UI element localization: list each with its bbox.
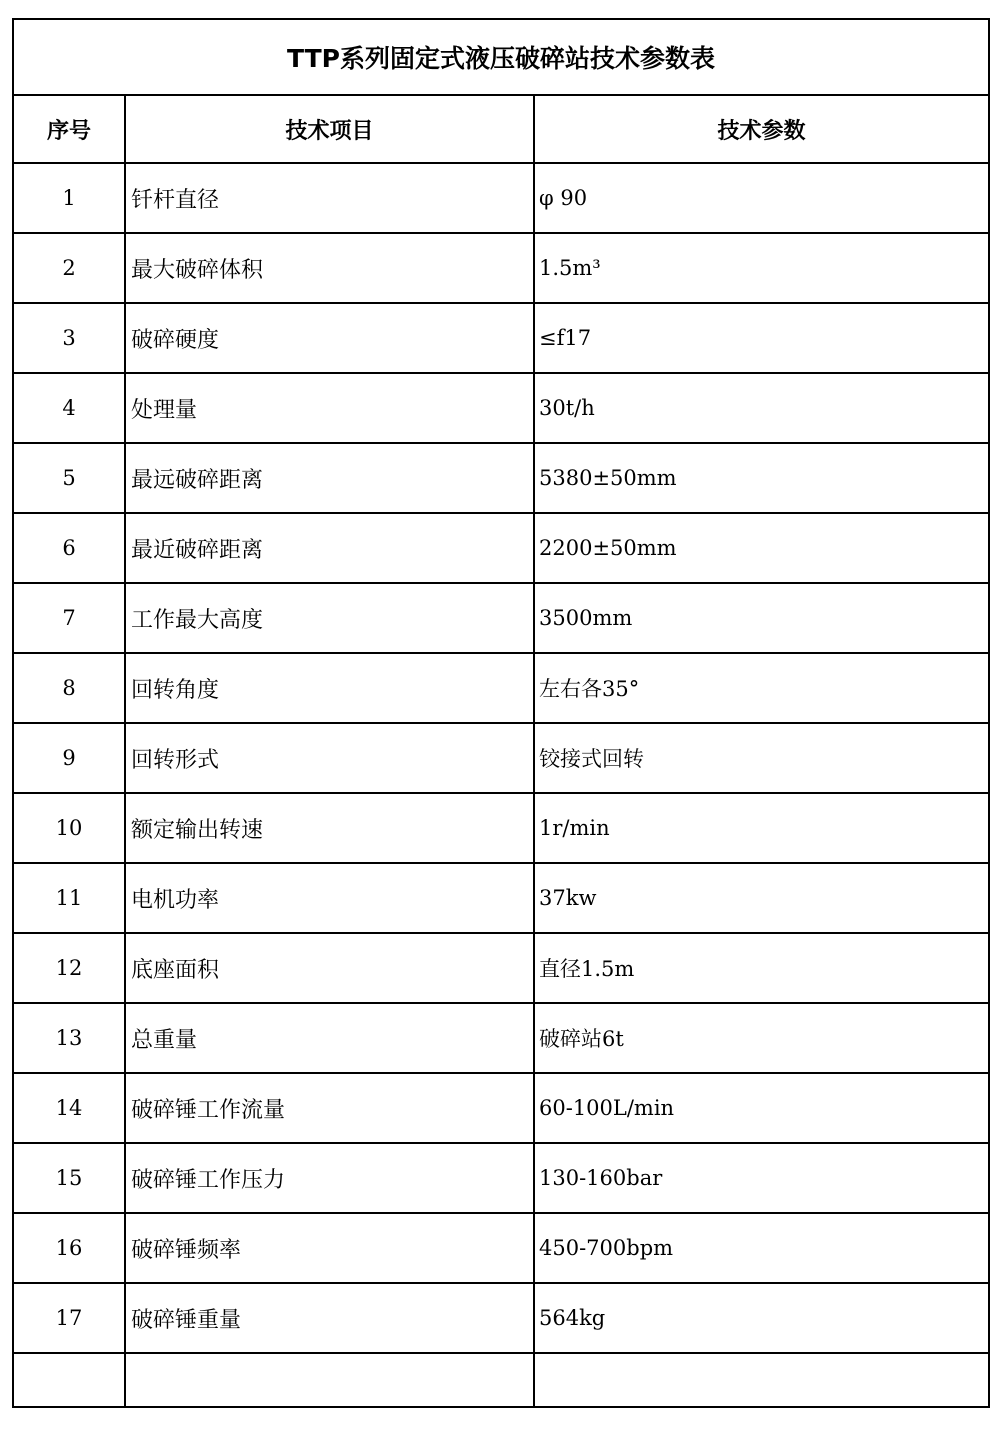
row-number-cell: 1 bbox=[13, 163, 125, 233]
row-item-cell: 回转形式 bbox=[125, 723, 534, 793]
row-item-cell: 破碎锤工作压力 bbox=[125, 1143, 534, 1213]
row-number-cell: 11 bbox=[13, 863, 125, 933]
row-number-cell: 17 bbox=[13, 1283, 125, 1353]
row-number-cell: 14 bbox=[13, 1073, 125, 1143]
row-number-cell: 7 bbox=[13, 583, 125, 653]
header-value: 技术参数 bbox=[534, 95, 989, 163]
table-title: TTP系列固定式液压破碎站技术参数表 bbox=[13, 19, 989, 95]
row-number-cell: 4 bbox=[13, 373, 125, 443]
table-row bbox=[13, 303, 989, 373]
row-value-cell: 60-100L/min bbox=[534, 1073, 989, 1143]
table-row bbox=[13, 793, 989, 863]
row-value-cell: 30t/h bbox=[534, 373, 989, 443]
row-value-cell: 1r/min bbox=[534, 793, 989, 863]
empty-cell bbox=[125, 1353, 534, 1407]
row-value-cell: 直径1.5m bbox=[534, 933, 989, 1003]
row-number-cell: 15 bbox=[13, 1143, 125, 1213]
empty-row bbox=[13, 1353, 989, 1407]
row-value-cell: 铰接式回转 bbox=[534, 723, 989, 793]
row-number-cell: 2 bbox=[13, 233, 125, 303]
row-number-cell: 12 bbox=[13, 933, 125, 1003]
row-item-cell: 最近破碎距离 bbox=[125, 513, 534, 583]
row-item-cell: 最远破碎距离 bbox=[125, 443, 534, 513]
row-item-cell: 最大破碎体积 bbox=[125, 233, 534, 303]
row-item-cell: 破碎锤工作流量 bbox=[125, 1073, 534, 1143]
table-row bbox=[13, 163, 989, 233]
row-value-cell: 破碎站6t bbox=[534, 1003, 989, 1073]
row-item-cell: 破碎硬度 bbox=[125, 303, 534, 373]
row-number-cell: 8 bbox=[13, 653, 125, 723]
row-value-cell: ≤f17 bbox=[534, 303, 989, 373]
row-item-cell: 处理量 bbox=[125, 373, 534, 443]
header-row bbox=[13, 95, 989, 163]
row-number-cell: 13 bbox=[13, 1003, 125, 1073]
row-item-cell: 破碎锤频率 bbox=[125, 1213, 534, 1283]
table-row bbox=[13, 443, 989, 513]
row-number-cell: 3 bbox=[13, 303, 125, 373]
title-row bbox=[13, 19, 989, 95]
table-row bbox=[13, 1213, 989, 1283]
empty-cell bbox=[534, 1353, 989, 1407]
row-value-cell: 1.5m³ bbox=[534, 233, 989, 303]
table-row bbox=[13, 1143, 989, 1213]
row-value-cell: 564kg bbox=[534, 1283, 989, 1353]
table-row bbox=[13, 1003, 989, 1073]
row-item-cell: 额定输出转速 bbox=[125, 793, 534, 863]
row-value-cell: 5380±50mm bbox=[534, 443, 989, 513]
row-value-cell: 2200±50mm bbox=[534, 513, 989, 583]
row-item-cell: 工作最大高度 bbox=[125, 583, 534, 653]
header-no: 序号 bbox=[13, 95, 125, 163]
table-row bbox=[13, 863, 989, 933]
header-item: 技术项目 bbox=[125, 95, 534, 163]
row-item-cell: 破碎锤重量 bbox=[125, 1283, 534, 1353]
empty-cell bbox=[13, 1353, 125, 1407]
table-row bbox=[13, 583, 989, 653]
row-number-cell: 9 bbox=[13, 723, 125, 793]
row-number-cell: 10 bbox=[13, 793, 125, 863]
row-value-cell: 130-160bar bbox=[534, 1143, 989, 1213]
row-number-cell: 5 bbox=[13, 443, 125, 513]
row-value-cell: 左右各35° bbox=[534, 653, 989, 723]
table-row bbox=[13, 933, 989, 1003]
table-row bbox=[13, 373, 989, 443]
row-item-cell: 总重量 bbox=[125, 1003, 534, 1073]
row-item-cell: 回转角度 bbox=[125, 653, 534, 723]
table-row bbox=[13, 513, 989, 583]
spec-table bbox=[12, 18, 990, 1408]
row-item-cell: 底座面积 bbox=[125, 933, 534, 1003]
table-row bbox=[13, 1073, 989, 1143]
row-value-cell: 450-700bpm bbox=[534, 1213, 989, 1283]
row-value-cell: 3500mm bbox=[534, 583, 989, 653]
row-item-cell: 钎杆直径 bbox=[125, 163, 534, 233]
table-row bbox=[13, 723, 989, 793]
row-number-cell: 6 bbox=[13, 513, 125, 583]
row-number-cell: 16 bbox=[13, 1213, 125, 1283]
row-value-cell: φ 90 bbox=[534, 163, 989, 233]
table-row bbox=[13, 653, 989, 723]
table-row bbox=[13, 1283, 989, 1353]
table-row bbox=[13, 233, 989, 303]
row-item-cell: 电机功率 bbox=[125, 863, 534, 933]
row-value-cell: 37kw bbox=[534, 863, 989, 933]
